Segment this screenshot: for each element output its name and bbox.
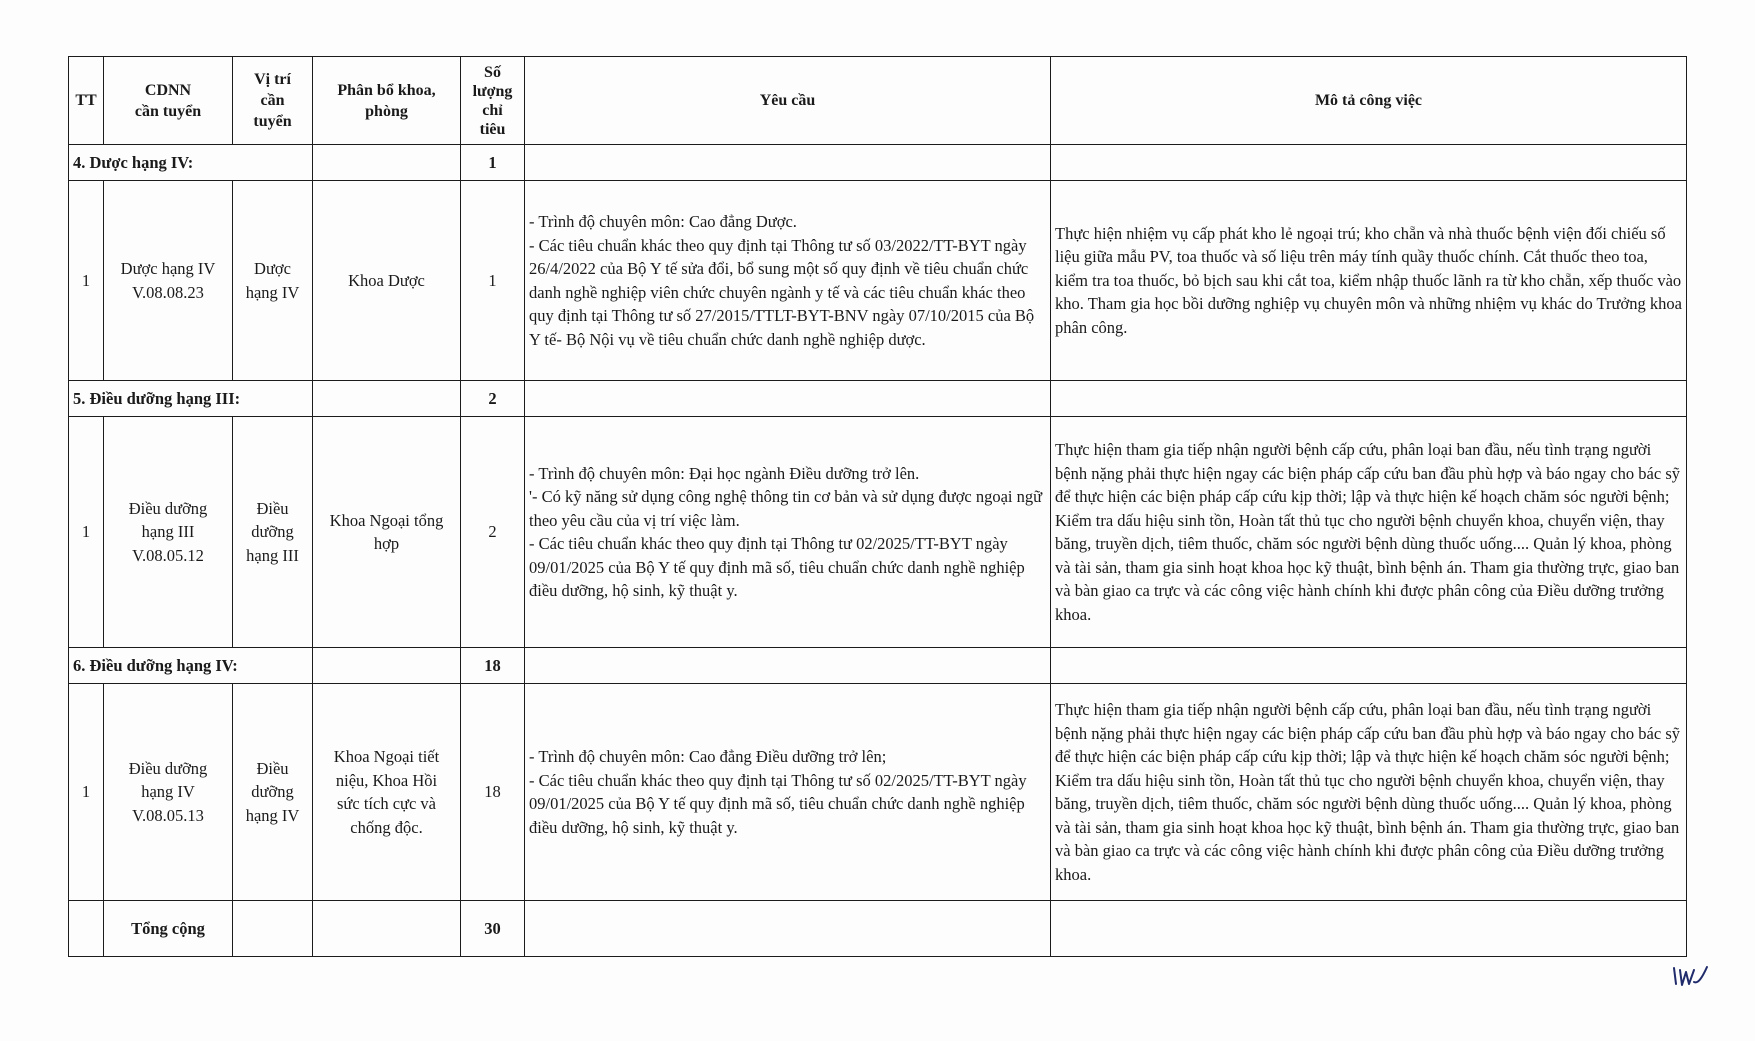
row-vi-tri-line: Dược bbox=[254, 259, 291, 278]
section-title: 6. Điều dưỡng hạng IV: bbox=[69, 648, 313, 684]
header-phan-bo bbox=[313, 57, 461, 145]
job-description: Thực hiện nhiệm vụ cấp phát kho lẻ ngoại trú; kho chẵn và nhà thuốc bệnh viện đối chiếu số liệu giữa mẫu PV, toa thuốc và số liệu trên máy tính quầy thuốc chính. Cắt thuốc theo toa, kiểm tra toa thuốc, bỏ bịch sau khi cắt toa, kiểm nhập thuốc lãnh ra từ kho chẵn, xếp thuốc vào kho. Tham gia học bồi dưỡng nghiệp vụ chuyên môn và những nhiệm vụ khác do Trưởng khoa phân công. bbox=[1055, 223, 1682, 337]
row-vi-tri-line: Điều bbox=[256, 758, 289, 778]
table-row bbox=[69, 181, 1687, 381]
row-cdnn bbox=[104, 181, 233, 381]
total-empty-cell bbox=[233, 901, 313, 957]
section-row bbox=[69, 381, 1687, 417]
row-yeu-cau bbox=[525, 417, 1051, 648]
total-row bbox=[69, 901, 1687, 957]
section-empty-cell bbox=[1051, 648, 1687, 684]
row-phan-bo bbox=[313, 181, 461, 381]
section-empty-cell bbox=[313, 381, 461, 417]
section-row bbox=[69, 648, 1687, 684]
total-empty-cell bbox=[69, 901, 104, 957]
row-so-luong: 2 bbox=[461, 417, 525, 648]
header-cdnn-line: CDNN bbox=[144, 81, 192, 99]
row-vi-tri-line: hạng IV bbox=[245, 282, 300, 302]
row-cdnn-line: V.08.08.23 bbox=[132, 282, 204, 302]
row-mo-ta bbox=[1051, 181, 1687, 381]
row-mo-ta bbox=[1051, 417, 1687, 648]
header-phan-bo-line: Phân bổ khoa, bbox=[337, 81, 436, 99]
job-description: Thực hiện tham gia tiếp nhận người bệnh cấp cứu, phân loại ban đầu, nếu tình trạng người bệnh nặng phải thực hiện ngay các biện pháp cấp cứu ban đầu phù hợp và báo ngay cho bác sỹ để thực hiện các biện pháp cấp cứu kịp thời; lập và thực hiện kế hoạch chăm sóc người bệnh; Kiểm tra dấu hiệu sinh tồn, Hoàn tất thủ tục cho người bệnh chuyển khoa, chuyển viện, thay băng, truyền dịch, tiêm thuốc, chăm sóc người bệnh dùng thuốc uống.... Quản lý khoa, phòng và tài sản, tham gia sinh hoạt khoa học kỹ thuật, bình bệnh án. Tham gia thường trực, giao ban và bàn giao ca trực và các công việc hành chính khi được phân công của Điều dưỡng trưởng khoa. bbox=[1055, 700, 1680, 884]
row-vi-tri-line: hạng III bbox=[246, 545, 299, 565]
total-empty-cell bbox=[1051, 901, 1687, 957]
initials-signature-mark bbox=[1670, 958, 1710, 992]
row-vi-tri bbox=[233, 684, 313, 901]
row-phan-bo bbox=[313, 684, 461, 901]
row-cdnn-line: V.08.05.12 bbox=[132, 545, 204, 565]
job-description: Thực hiện tham gia tiếp nhận người bệnh cấp cứu, phân loại ban đầu, nếu tình trạng người bệnh nặng phải thực hiện ngay các biện pháp cấp cứu ban đầu phù hợp và báo ngay cho bác sỹ để thực hiện các biện pháp cấp cứu kịp thời; lập và thực hiện kế hoạch chăm sóc người bệnh; Kiểm tra dấu hiệu sinh tồn, Hoàn tất thủ tục cho người bệnh chuyển khoa, chuyển viện, thay băng, truyền dịch, tiêm thuốc, chăm sóc người bệnh dùng thuốc uống.... Quản lý khoa, phòng và tài sản, tham gia sinh hoạt khoa học kỹ thuật, bình bệnh án. Tham gia thường trực, giao ban và bàn giao ca trực và các công việc hành chính khi được phân công của Điều dưỡng trưởng khoa. bbox=[1055, 440, 1680, 624]
row-vi-tri bbox=[233, 181, 313, 381]
row-so-luong: 18 bbox=[461, 684, 525, 901]
row-vi-tri-line: hạng IV bbox=[245, 805, 300, 825]
header-cdnn bbox=[104, 57, 233, 145]
row-phan-bo-line: niệu, Khoa Hồi bbox=[335, 770, 438, 790]
row-vi-tri-line: Điều bbox=[256, 498, 289, 518]
header-vi-tri-line: cần bbox=[260, 92, 285, 109]
row-tt: 1 bbox=[69, 417, 104, 648]
total-empty-cell bbox=[525, 901, 1051, 957]
header-mo-ta: Mô tả công việc bbox=[1051, 57, 1687, 145]
header-cdnn-line: cần tuyển bbox=[134, 102, 202, 120]
row-phan-bo-line: sức tích cực và bbox=[337, 794, 436, 813]
row-cdnn bbox=[104, 417, 233, 648]
row-cdnn-line: Dược hạng IV bbox=[120, 259, 216, 278]
section-empty-cell bbox=[1051, 381, 1687, 417]
section-total: 2 bbox=[461, 381, 525, 417]
header-phan-bo-line: phòng bbox=[365, 102, 408, 120]
row-cdnn-line: Điều dưỡng bbox=[128, 758, 208, 778]
row-yeu-cau bbox=[525, 684, 1051, 901]
row-phan-bo-line: hợp bbox=[373, 534, 400, 553]
row-vi-tri-line: dưỡng bbox=[251, 522, 294, 542]
row-cdnn-line: hạng III bbox=[141, 522, 195, 542]
requirement-item: '- Có kỹ năng sử dụng công nghệ thông tin cơ bản và sử dụng được ngoại ngữ theo yêu cầu của vị trí việc làm. bbox=[529, 487, 1043, 530]
header-vi-tri-line: tuyển bbox=[253, 113, 292, 130]
row-phan-bo-line: chống độc. bbox=[350, 817, 423, 837]
header-vi-tri bbox=[233, 57, 313, 145]
row-cdnn bbox=[104, 684, 233, 901]
requirement-item: - Trình độ chuyên môn: Cao đẳng Điều dưỡng trở lên; bbox=[529, 747, 887, 766]
requirement-item: - Các tiêu chuẩn khác theo quy định tại Thông tư số 02/2025/TT-BYT ngày 09/01/2025 của Bộ Y tế quy định mã số, tiêu chuẩn chức danh nghề nghiệp điều dưỡng, hộ sinh, kỹ thuật y. bbox=[529, 770, 1027, 837]
section-total: 18 bbox=[461, 648, 525, 684]
section-empty-cell bbox=[525, 145, 1051, 181]
section-empty-cell bbox=[1051, 145, 1687, 181]
header-so-luong bbox=[461, 57, 525, 145]
row-tt: 1 bbox=[69, 684, 104, 901]
row-cdnn-line: hạng IV bbox=[141, 782, 195, 802]
row-mo-ta bbox=[1051, 684, 1687, 901]
section-row bbox=[69, 145, 1687, 181]
section-total: 1 bbox=[461, 145, 525, 181]
requirement-item: - Trình độ chuyên môn: Đại học ngành Điều dưỡng trở lên. bbox=[529, 463, 920, 483]
total-empty-cell bbox=[313, 901, 461, 957]
requirement-item: - Các tiêu chuẩn khác theo quy định tại Thông tư 02/2025/TT-BYT ngày 09/01/2025 của Bộ Y tế quy định mã số, tiêu chuẩn chức danh nghề nghiệp điều dưỡng, hộ sinh, kỹ thuật y. bbox=[529, 534, 1025, 600]
header-so-luong-line: Số bbox=[484, 63, 501, 81]
section-empty-cell bbox=[313, 145, 461, 181]
section-title: 4. Dược hạng IV: bbox=[69, 145, 313, 181]
section-empty-cell bbox=[313, 648, 461, 684]
header-row bbox=[69, 57, 1687, 145]
section-empty-cell bbox=[525, 648, 1051, 684]
header-yeu-cau: Yêu cầu bbox=[525, 57, 1051, 145]
header-vi-tri-line: Vị trí bbox=[254, 71, 291, 88]
recruitment-table bbox=[68, 56, 1687, 957]
row-phan-bo bbox=[313, 417, 461, 648]
requirement-item: - Các tiêu chuẩn khác theo quy định tại Thông tư số 03/2022/TT-BYT ngày 26/4/2022 của Bộ Y tế sửa đổi, bổ sung một số quy định về tiêu chuẩn chức danh nghề nghiệp viên chức chuyên ngành y tế và các tiêu chuẩn khác theo quy định tại Thông tư số 27/2015/TTLT-BYT-BNV ngày 07/10/2015 của Bộ Y tế- Bộ Nội vụ về tiêu chuẩn chức danh nghề nghiệp dược. bbox=[529, 235, 1035, 349]
row-cdnn-line: V.08.05.13 bbox=[132, 805, 204, 825]
row-yeu-cau bbox=[525, 181, 1051, 381]
requirement-item: - Trình độ chuyên môn: Cao đẳng Dược. bbox=[529, 212, 797, 231]
section-empty-cell bbox=[525, 381, 1051, 417]
row-vi-tri bbox=[233, 417, 313, 648]
header-tt: TT bbox=[69, 57, 104, 145]
row-cdnn-line: Điều dưỡng bbox=[128, 498, 208, 518]
row-phan-bo-line: Khoa Ngoại tổng bbox=[329, 510, 444, 530]
section-title: 5. Điều dưỡng hạng III: bbox=[69, 381, 313, 417]
row-phan-bo-line: Khoa Dược bbox=[348, 270, 425, 290]
row-so-luong: 1 bbox=[461, 181, 525, 381]
total-value: 30 bbox=[461, 901, 525, 957]
table-row bbox=[69, 417, 1687, 648]
row-phan-bo-line: Khoa Ngoại tiết bbox=[333, 747, 440, 766]
table-row bbox=[69, 684, 1687, 901]
header-so-luong-line: tiêu bbox=[479, 120, 506, 138]
header-so-luong-line: lượng bbox=[472, 82, 513, 100]
row-vi-tri-line: dưỡng bbox=[251, 782, 294, 802]
row-tt: 1 bbox=[69, 181, 104, 381]
total-label: Tổng cộng bbox=[104, 901, 233, 957]
header-so-luong-line: chỉ bbox=[482, 101, 503, 119]
